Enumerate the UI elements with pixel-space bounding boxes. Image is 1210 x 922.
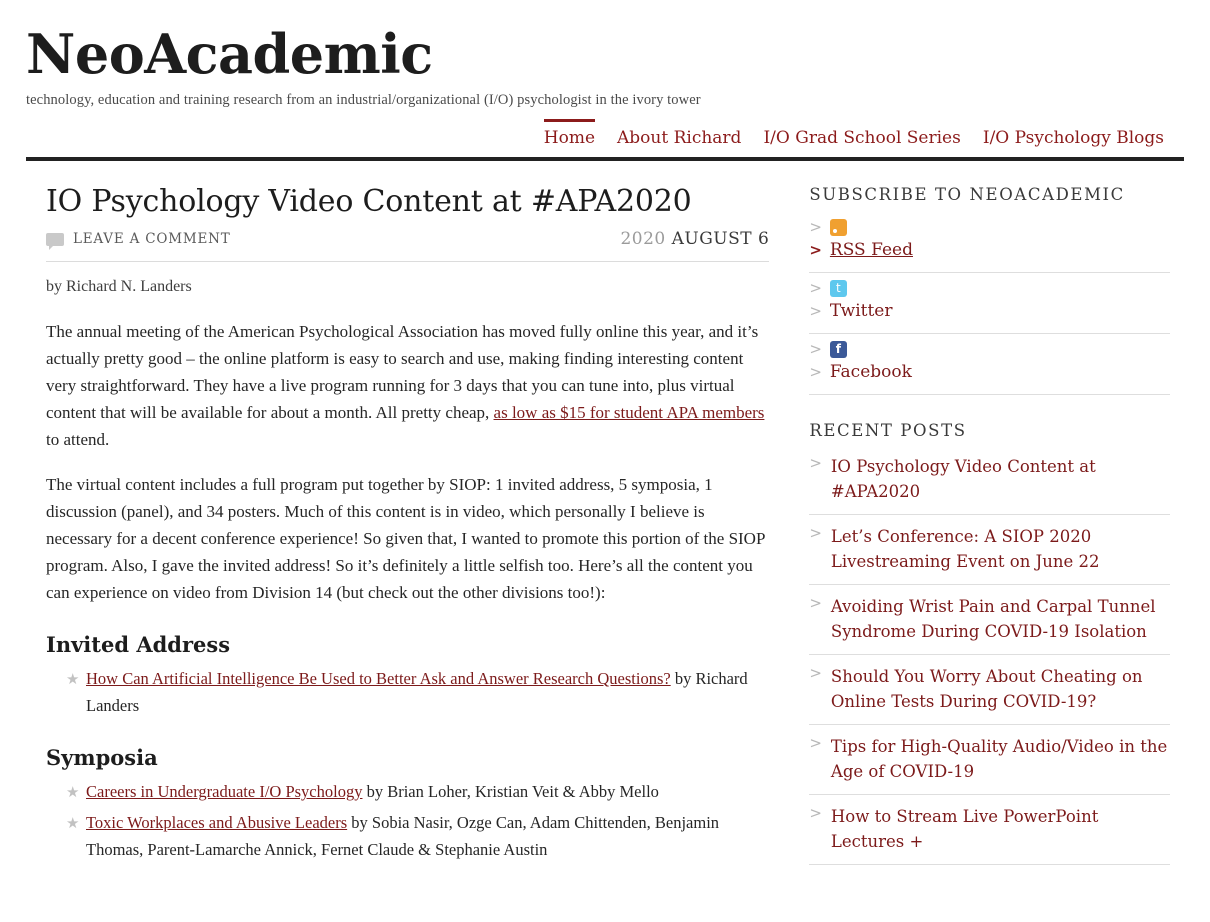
chevron-right-icon: > — [809, 594, 822, 612]
list-item[interactable] — [809, 585, 1170, 655]
list-item — [66, 665, 769, 719]
star-icon: ★ — [66, 785, 80, 801]
subscribe-icon-line — [809, 218, 1170, 236]
subscribe-item-rss — [809, 216, 1170, 273]
post-paragraph-1 — [46, 318, 769, 453]
symposium-link-2[interactable]: Toxic Workplaces and Abusive Leaders — [86, 813, 348, 832]
sidebar — [795, 161, 1190, 867]
list-item — [66, 778, 769, 805]
star-icon: ★ — [66, 816, 80, 832]
recent-post-link-1[interactable]: IO Psychology Video Content at #APA2020 — [830, 457, 1096, 501]
list-item[interactable] — [809, 725, 1170, 795]
apa-student-pricing-link[interactable]: as low as $15 for student APA members — [493, 403, 765, 422]
chevron-right-icon: > — [809, 218, 822, 236]
chevron-right-icon: > — [809, 363, 822, 381]
post-byline: by Richard N. Landers — [46, 278, 192, 295]
invited-address-link[interactable]: How Can Artificial Intelligence Be Used to Better Ask and Answer Research Questions? — [86, 669, 671, 688]
section-heading-symposia: Symposia — [46, 745, 158, 770]
paragraph-1-text-b: to attend. — [46, 430, 110, 449]
chevron-right-icon: > — [809, 302, 822, 320]
post-meta — [46, 229, 769, 262]
nav-item-io-psychology-blogs[interactable]: I/O Psychology Blogs — [982, 128, 1164, 148]
subscribe-label-line — [809, 301, 1170, 321]
chevron-right-icon: > — [809, 279, 822, 297]
list-item[interactable] — [809, 795, 1170, 865]
nav-item-io-grad-school-series[interactable]: I/O Grad School Series — [763, 128, 961, 148]
chevron-right-icon: > — [809, 734, 822, 752]
facebook-icon[interactable]: f — [830, 341, 847, 358]
chevron-right-icon: > — [809, 524, 822, 542]
symposium-link-1[interactable]: Careers in Undergraduate I/O Psychology — [86, 782, 363, 801]
rss-feed-link[interactable]: RSS Feed — [829, 240, 913, 260]
subscribe-icon-line — [809, 340, 1170, 358]
chevron-right-icon: > — [809, 340, 822, 358]
main-navigation — [26, 119, 1184, 153]
invited-address-author: by Richard Landers — [86, 669, 748, 715]
subscribe-item-twitter — [809, 273, 1170, 334]
list-item[interactable] — [809, 515, 1170, 585]
nav-item-home[interactable]: Home — [544, 119, 595, 153]
post-date-year: 2020 — [620, 229, 666, 249]
symposium-authors-1: by Brian Loher, Kristian Veit & Abby Mello — [362, 782, 659, 801]
chevron-right-icon: > — [809, 241, 822, 259]
nav-item-about-richard[interactable]: About Richard — [617, 128, 742, 148]
chevron-right-icon: > — [809, 454, 822, 472]
section-heading-invited-address: Invited Address — [46, 632, 231, 657]
content-wrapper — [0, 161, 1210, 867]
list-item[interactable] — [809, 452, 1170, 515]
symposia-list — [46, 778, 769, 863]
recent-post-link-6[interactable]: How to Stream Live PowerPoint Lectures + — [830, 807, 1099, 851]
twitter-link[interactable]: Twitter — [829, 301, 893, 321]
subscribe-label-line — [809, 240, 1170, 260]
recent-posts-title: RECENT POSTS — [809, 421, 967, 440]
subscribe-item-facebook — [809, 334, 1170, 395]
chevron-right-icon: > — [809, 804, 822, 822]
post-title: IO Psychology Video Content at #APA2020 — [46, 184, 692, 219]
site-title: NeoAcademic — [26, 22, 433, 86]
post-date-monthday: AUGUST 6 — [671, 229, 770, 249]
twitter-icon[interactable]: t — [830, 280, 847, 297]
recent-post-link-3[interactable]: Avoiding Wrist Pain and Carpal Tunnel Syndrome During COVID-19 Isolation — [830, 597, 1156, 641]
site-header — [0, 0, 1210, 153]
post-date — [620, 229, 769, 249]
post-meta-left — [46, 231, 231, 247]
subscribe-icon-line — [809, 279, 1170, 297]
subscribe-label-line — [809, 362, 1170, 382]
invited-address-list — [46, 665, 769, 719]
recent-post-link-2[interactable]: Let’s Conference: A SIOP 2020 Livestreaming Event on June 22 — [830, 527, 1100, 571]
post-paragraph-2: The virtual content includes a full program put together by SIOP: 1 invited address, 5 symposia, 1 discussion (panel), and 34 posters. Much of this content is in video, which personally I believe is necessary for a decent conference experience! So given that, I wanted to promote this portion of the SIOP program. Also, I gave the invited address! So it’s definitely a little selfish too. Here’s all the content you can experience on video from Division 14 (but check out the other divisions too!): — [46, 475, 765, 602]
list-item — [66, 809, 769, 863]
site-tagline: technology, education and training research from an industrial/organizational (I/O) psychologist in the ivory tower — [26, 92, 701, 108]
rss-icon[interactable] — [830, 219, 847, 236]
facebook-link[interactable]: Facebook — [829, 362, 912, 382]
symposium-authors-2: by Sobia Nasir, Ozge Can, Adam Chittenden, Benjamin Thomas, Parent-Lamarche Annick, Fernet Claude & Stephanie Austin — [86, 813, 720, 859]
star-icon: ★ — [66, 672, 80, 688]
comment-bubble-icon — [46, 233, 64, 246]
recent-post-link-5[interactable]: Tips for High-Quality Audio/Video in the Age of COVID-19 — [830, 737, 1168, 781]
recent-posts-widget — [809, 421, 1170, 865]
chevron-right-icon: > — [809, 664, 822, 682]
subscribe-widget-title: SUBSCRIBE TO NEOACADEMIC — [809, 185, 1125, 204]
leave-a-comment-link[interactable]: LEAVE A COMMENT — [73, 231, 231, 247]
recent-post-link-4[interactable]: Should You Worry About Cheating on Online Tests During COVID-19? — [830, 667, 1143, 711]
list-item[interactable] — [809, 655, 1170, 725]
paragraph-1-text-a: The annual meeting of the American Psychological Association has moved fully online this year, and it’s actually pretty good – the online platform is easy to search and use, making finding interesting content very straightforward. They have a live program running for 3 days that you can tune into, plus virtual content that will be available for about a month. All pretty cheap, — [46, 322, 759, 422]
article-column — [20, 161, 795, 867]
